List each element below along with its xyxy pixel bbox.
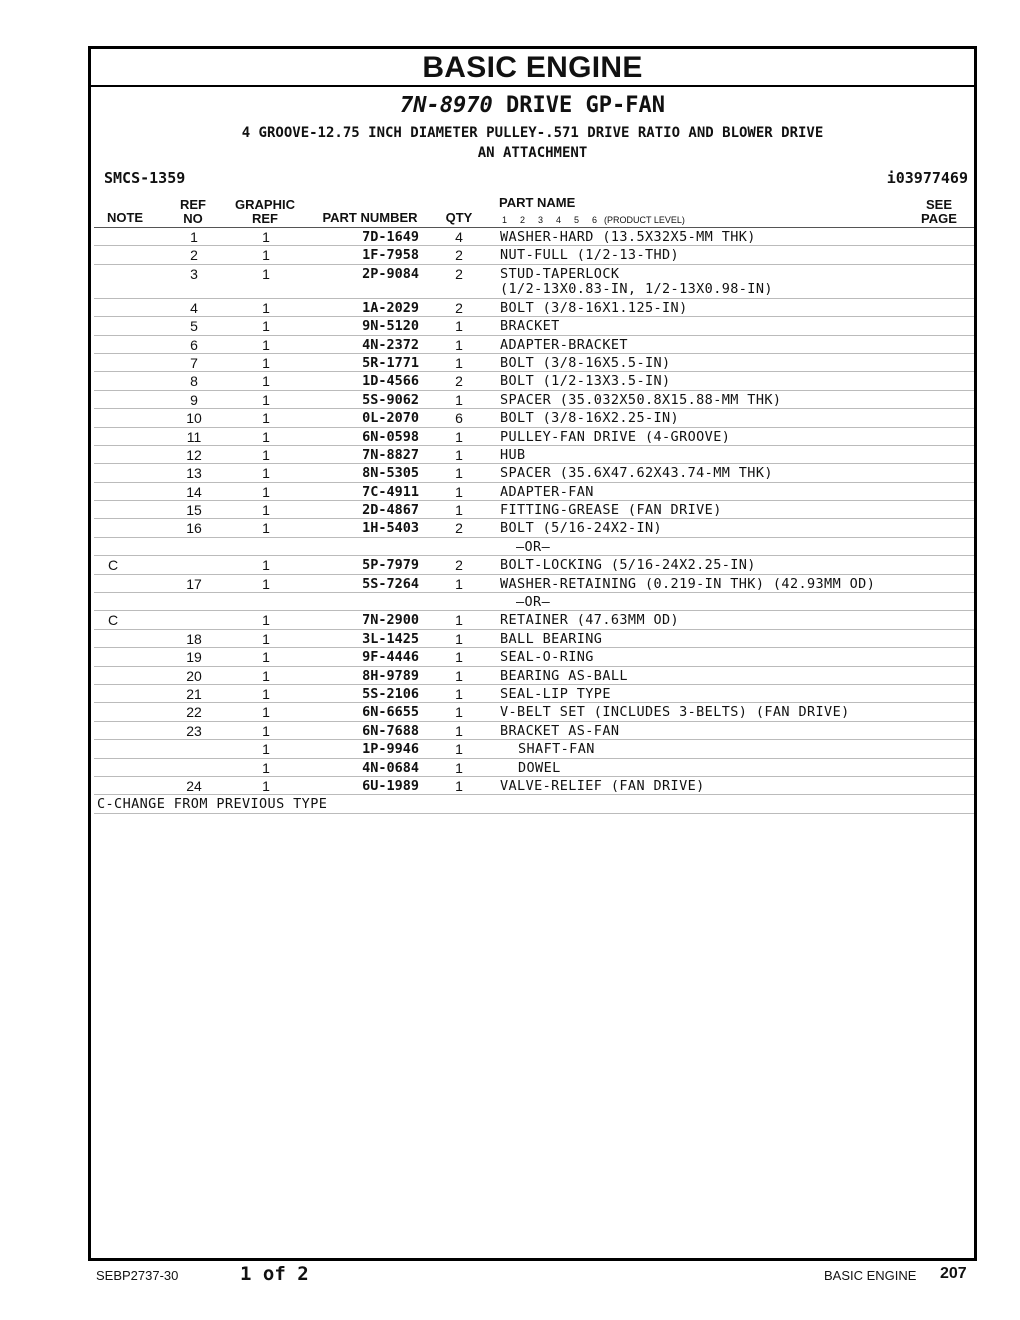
graphic-ref-cell: 1 [262,685,270,702]
part-number-cell: 7N-8827 [362,446,419,463]
part-number-cell: 9F-4446 [362,649,419,666]
part-number-cell: 8H-9789 [362,667,419,684]
part-number-cell: 4N-0684 [362,759,419,776]
table-row [94,464,974,482]
qty-cell: 1 [455,759,463,776]
graphic-ref-cell: 1 [262,428,270,445]
qty-cell: 1 [455,428,463,445]
product-level-digit: 1 [502,215,508,225]
ref-no-cell: 24 [186,777,202,794]
qty-cell: 2 [455,520,463,537]
part-number-cell: 2P-9084 [362,265,419,282]
qty-cell: 1 [455,685,463,702]
graphic-ref-cell: 1 [262,575,270,592]
qty-cell: 1 [455,502,463,519]
part-name-cell: VALVE-RELIEF (FAN DRIVE) [500,777,705,794]
group-description-line: AN ATTACHMENT [477,145,588,161]
ref-no-cell: 18 [186,630,202,647]
table-row [94,519,974,537]
parts-table [94,228,974,814]
part-name-cell: BOLT (3/8-16X2.25-IN) [500,410,680,427]
footer-doc-id: SEBP2737-30 [96,1268,179,1283]
qty-cell: 1 [455,777,463,794]
part-name-cell: DOWEL [518,759,561,776]
table-row [94,611,974,629]
part-name-cell: BOLT (5/16-24X2-IN) [500,520,663,537]
graphic-ref-cell: 1 [262,391,270,408]
ref-no-cell: 4 [190,299,198,316]
qty-cell: 1 [455,649,463,666]
graphic-ref-cell: 1 [262,722,270,739]
part-name-cell: SEAL-LIP TYPE [500,685,611,702]
qty-cell: 2 [455,299,463,316]
part-name-cell: BOLT-LOCKING (5/16-24X2.25-IN) [500,557,756,574]
part-name-cell: NUT-FULL (1/2-13-THD) [500,247,680,264]
part-name-continuation: (1/2-13X0.83-IN, 1/2-13X0.98-IN) [500,280,773,297]
table-row [94,722,974,740]
part-number-cell: 5S-9062 [362,391,419,408]
part-name-cell: HUB [500,446,526,463]
part-number-cell: 6N-6655 [362,704,419,721]
qty-cell: 1 [455,667,463,684]
header-ref-no-line: REF [180,197,206,212]
table-row [94,409,974,427]
table-row [94,336,974,354]
graphic-ref-cell: 1 [262,759,270,776]
smcs-code: SMCS-1359 [104,169,186,187]
part-number-cell: 6N-0598 [362,428,419,445]
graphic-ref-cell: 1 [262,229,270,245]
part-name-cell: BOLT (3/8-16X5.5-IN) [500,354,671,371]
product-level-digit: 2 [520,215,526,225]
section-divider [91,85,974,87]
table-row [94,428,974,446]
table-row [94,446,974,464]
part-number-cell: 7D-1649 [362,229,419,245]
graphic-ref-cell: 1 [262,777,270,794]
header-graphic-ref-line: GRAPHIC [235,197,295,212]
ref-no-cell: 17 [186,575,202,592]
table-row [94,354,974,372]
group-description [91,123,974,163]
graphic-ref-cell: 1 [262,336,270,353]
table-row [94,575,974,593]
part-number-cell: 8N-5305 [362,465,419,482]
qty-cell: 2 [455,265,463,282]
graphic-ref-cell: 1 [262,465,270,482]
header-graphic-ref-line: REF [252,211,278,226]
header-part-name: PART NAME [499,195,576,210]
table-row [94,246,974,264]
ref-no-cell: 7 [190,354,198,371]
part-name-cell: SHAFT-FAN [518,741,595,758]
group-name: DRIVE GP-FAN [506,93,665,118]
table-row [94,265,974,299]
table-row [94,759,974,777]
header-note: NOTE [106,210,144,225]
table-row [94,228,974,246]
ref-no-cell: 19 [186,649,202,666]
part-number-cell: 6U-1989 [362,777,419,794]
ref-no-cell: 5 [190,318,198,335]
ref-no-cell: 13 [186,465,202,482]
part-name-cell: RETAINER (47.63MM OD) [500,612,680,629]
part-name-cell: BRACKET [500,318,560,335]
table-row [94,740,974,758]
part-name-cell: ADAPTER-BRACKET [500,336,628,353]
part-name-cell: WASHER-HARD (13.5X32X5-MM THK) [500,229,756,245]
qty-cell: 1 [455,612,463,629]
graphic-ref-cell: 1 [262,649,270,666]
part-name-cell: SPACER (35.032X50.8X15.88-MM THK) [500,391,782,408]
qty-cell: 1 [455,575,463,592]
ref-no-cell: 15 [186,502,202,519]
part-name-cell: STUD-TAPERLOCK [500,265,620,282]
header-see-page [916,198,962,226]
note-cell: C [108,557,119,574]
part-number-cell: 5S-7264 [362,575,419,592]
group-heading [91,91,974,121]
product-level-digit: 4 [556,215,562,225]
part-name-cell: WASHER-RETAINING (0.219-IN THK) (42.93MM OD) [500,575,876,592]
part-number-cell: 4N-2372 [362,336,419,353]
graphic-ref-cell: 1 [262,299,270,316]
ref-no-cell: 11 [186,428,202,445]
table-row [94,593,974,611]
table-row [94,501,974,519]
table-row [94,391,974,409]
header-graphic-ref [229,198,301,226]
qty-cell: 1 [455,336,463,353]
graphic-ref-cell: 1 [262,612,270,629]
part-number-cell: 3L-1425 [362,630,419,647]
part-number-cell: 7N-2900 [362,612,419,629]
table-row [94,317,974,335]
document-identifier: i03977469 [886,169,968,187]
qty-cell: 1 [455,630,463,647]
ref-no-cell: 8 [190,373,198,390]
table-row [94,703,974,721]
graphic-ref-cell: 1 [262,318,270,335]
table-row [94,667,974,685]
graphic-ref-cell: 1 [262,247,270,264]
group-description-line: 4 GROOVE-12.75 INCH DIAMETER PULLEY-.571 DRIVE RATIO AND BLOWER DRIVE [241,125,824,141]
part-number-cell: 5P-7979 [362,557,419,574]
ref-no-cell: 21 [186,685,202,702]
product-level-digit: 3 [538,215,544,225]
ref-no-cell: 10 [186,410,202,427]
qty-cell: 6 [455,410,463,427]
graphic-ref-cell: 1 [262,483,270,500]
note-cell: C [108,612,119,629]
graphic-ref-cell: 1 [262,630,270,647]
header-see-page-line: SEE [925,197,952,212]
qty-cell: 1 [455,722,463,739]
product-level-digit: 6 [592,215,598,225]
ref-no-cell: 14 [186,483,202,500]
table-row [94,556,974,574]
part-name-cell: BEARING AS-BALL [500,667,628,684]
ref-no-cell: 2 [190,247,198,264]
footer-page-of: 1 of 2 [240,1263,309,1285]
qty-cell: 1 [455,483,463,500]
table-row [94,538,974,556]
table-row [94,685,974,703]
section-title: BASIC ENGINE [422,51,643,84]
table-row [94,648,974,666]
part-name-cell: BALL BEARING [500,630,603,647]
part-number-cell: 5S-2106 [362,685,419,702]
table-row [94,777,974,795]
parts-list-frame [88,46,977,1261]
graphic-ref-cell: 1 [262,520,270,537]
qty-cell: 1 [455,741,463,758]
ref-no-cell: 20 [186,667,202,684]
table-row [94,372,974,390]
alternate-separator: —OR— [516,594,551,611]
part-name-cell: ADAPTER-FAN [500,483,594,500]
part-name-cell: SEAL-O-RING [500,649,594,666]
ref-no-cell: 1 [190,229,198,245]
part-name-cell: BRACKET AS-FAN [500,722,620,739]
qty-cell: 1 [455,391,463,408]
part-name-cell: V-BELT SET (INCLUDES 3-BELTS) (FAN DRIVE) [500,704,850,721]
graphic-ref-cell: 1 [262,265,270,282]
ref-no-cell: 6 [190,336,198,353]
part-name-cell: FITTING-GREASE (FAN DRIVE) [500,502,722,519]
ref-no-cell: 22 [186,704,202,721]
qty-cell: 2 [455,247,463,264]
header-ref-no-line: NO [183,211,203,226]
alternate-separator: —OR— [516,538,551,555]
part-number-cell: 9N-5120 [362,318,419,335]
footer-page-number: 207 [940,1265,967,1282]
part-name-cell: PULLEY-FAN DRIVE (4-GROOVE) [500,428,731,445]
part-name-cell: BOLT (1/2-13X3.5-IN) [500,373,671,390]
part-number-cell: 1P-9946 [362,741,419,758]
graphic-ref-cell: 1 [262,557,270,574]
qty-cell: 1 [455,704,463,721]
part-name-cell: SPACER (35.6X47.62X43.74-MM THK) [500,465,773,482]
qty-cell: 1 [455,318,463,335]
header-see-page-line: PAGE [921,211,957,226]
header-qty: QTY [445,210,473,225]
ref-no-cell: 9 [190,391,198,408]
qty-cell: 1 [455,446,463,463]
part-number-cell: 2D-4867 [362,502,419,519]
header-ref-no [173,198,213,226]
part-number-cell: 0L-2070 [362,410,419,427]
footnote: C-CHANGE FROM PREVIOUS TYPE [97,796,328,813]
qty-cell: 4 [455,229,463,245]
table-row [94,630,974,648]
ref-no-cell: 3 [190,265,198,282]
product-level-caption: (PRODUCT LEVEL) [604,215,685,225]
group-number: 7N-8970 [400,93,493,118]
part-name-cell: BOLT (3/8-16X1.125-IN) [500,299,688,316]
ref-no-cell: 16 [186,520,202,537]
part-number-cell: 5R-1771 [362,354,419,371]
graphic-ref-cell: 1 [262,704,270,721]
part-number-cell: 6N-7688 [362,722,419,739]
part-number-cell: 7C-4911 [362,483,419,500]
qty-cell: 2 [455,557,463,574]
ref-no-cell: 23 [186,722,202,739]
footnote-row [94,795,974,813]
header-part-number: PART NUMBER [322,210,418,225]
footer-section: BASIC ENGINE [824,1268,917,1283]
part-number-cell: 1D-4566 [362,373,419,390]
graphic-ref-cell: 1 [262,373,270,390]
part-number-cell: 1H-5403 [362,520,419,537]
table-row [94,299,974,317]
graphic-ref-cell: 1 [262,667,270,684]
graphic-ref-cell: 1 [262,741,270,758]
qty-cell: 1 [455,465,463,482]
ref-no-cell: 12 [186,446,202,463]
part-number-cell: 1A-2029 [362,299,419,316]
qty-cell: 2 [455,373,463,390]
graphic-ref-cell: 1 [262,446,270,463]
graphic-ref-cell: 1 [262,502,270,519]
table-row [94,483,974,501]
part-number-cell: 1F-7958 [362,247,419,264]
graphic-ref-cell: 1 [262,354,270,371]
product-level-digit: 5 [574,215,580,225]
graphic-ref-cell: 1 [262,410,270,427]
qty-cell: 1 [455,354,463,371]
